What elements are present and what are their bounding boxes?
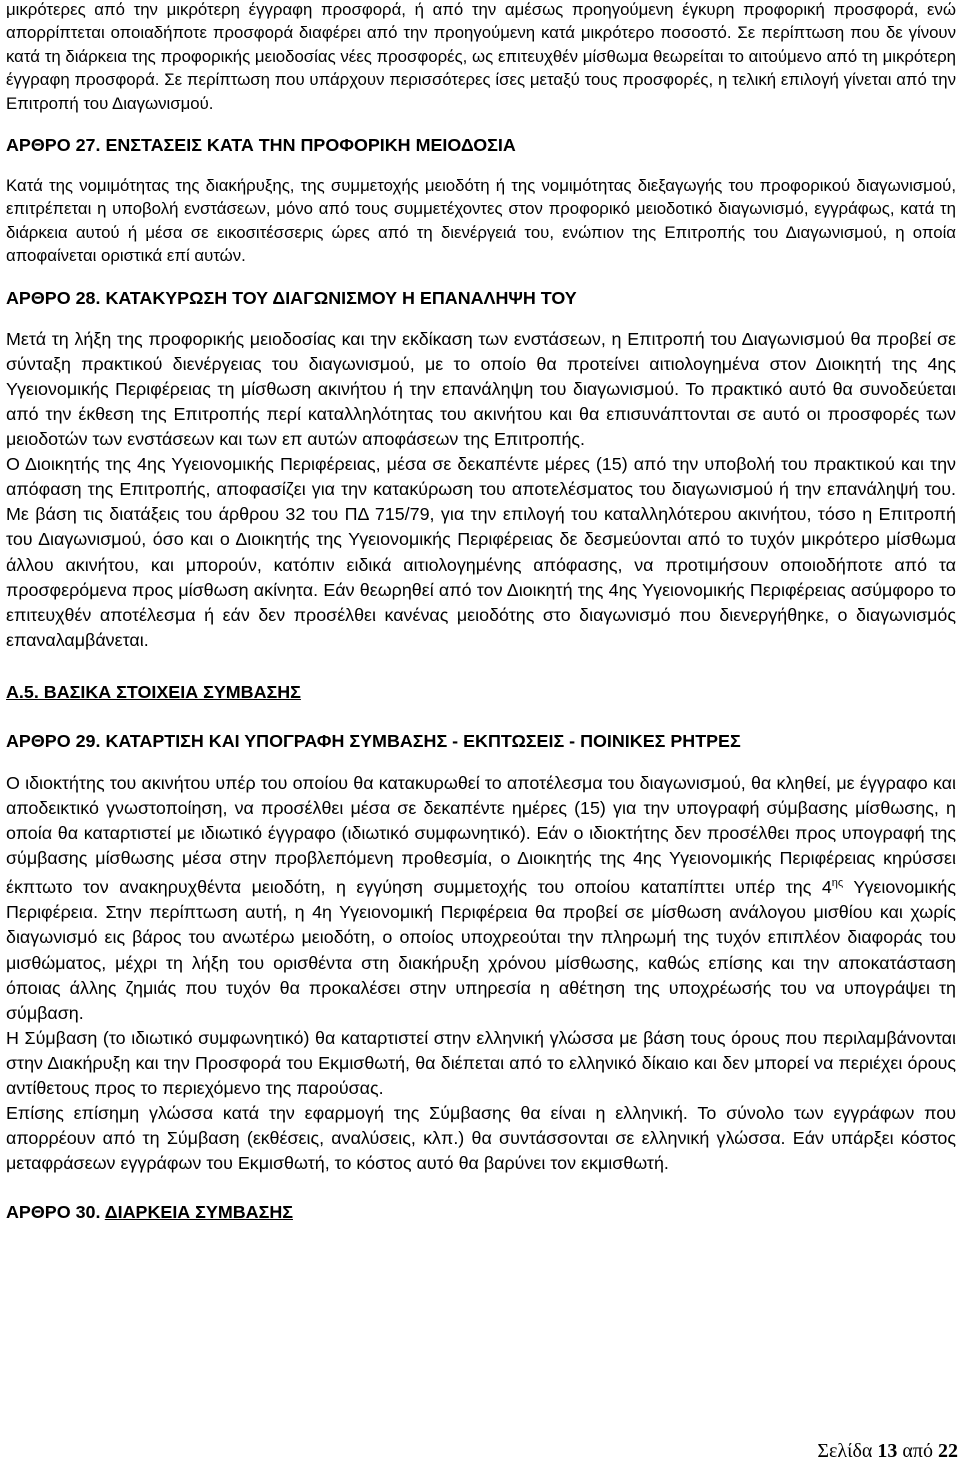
article-27-title: ΕΝΣΤΑΣΕΙΣ ΚΑΤΑ ΤΗΝ ΠΡΟΦΟΡΙΚΗ ΜΕΙΟΔΟΣΙΑ bbox=[105, 135, 516, 156]
article-28-heading bbox=[6, 286, 956, 311]
article-29-heading bbox=[6, 729, 956, 754]
footer-total-pages: 22 bbox=[938, 1440, 958, 1462]
footer-prefix: Σελίδα bbox=[817, 1440, 873, 1462]
section-a5-heading: Α.5. ΒΑΣΙΚΑ ΣΤΟΙΧΕΙΑ ΣΥΜΒΑΣΗΣ bbox=[6, 681, 301, 702]
article-28-title: ΚΑΤΑΚΥΡΩΣΗ ΤΟΥ ΔΙΑΓΩΝΙΣΜΟΥ Η ΕΠΑΝΑΛΗΨΗ ΤΟΥ bbox=[105, 287, 577, 308]
document-body bbox=[6, 0, 956, 1225]
article-29-title: ΚΑΤΑΡΤΙΣΗ ΚΑΙ ΥΠΟΓΡΑΦΗ ΣΥΜΒΑΣΗΣ - ΕΚΠΤΩΣΕΙΣ - ΠΟΙΝΙΚΕΣ ΡΗΤΡΕΣ bbox=[105, 730, 741, 751]
article-28-number: ΑΡΘΡΟ 28. bbox=[6, 287, 101, 308]
article-30-number: ΑΡΘΡΟ 30. bbox=[6, 1202, 101, 1223]
page-footer bbox=[817, 1440, 958, 1463]
article-30-title: ΔΙΑΡΚΕΙΑ ΣΥΜΒΑΣΗΣ bbox=[104, 1202, 293, 1223]
article-29-paragraph-3: Επίσης επίσημη γλώσσα κατά την εφαρμογή της Σύμβασης θα είναι η ελληνική. Το σύνολο των εγγράφων που απορρέουν από τη Σύμβαση (εκθέσεις, αναλύσεις, κλπ.) θα συντάσσονται σε ελληνική γλώσσα. Εάν υπάρξει κόστος μεταφράσεων εγγράφων του Εκμισθωτή, το κόστος αυτό θα βαρύνει τον εκμισθωτή. bbox=[6, 1103, 956, 1174]
article-30-heading bbox=[6, 1200, 956, 1225]
footer-page-number: 13 bbox=[877, 1440, 898, 1462]
article-28-paragraph-1: Μετά τη λήξη της προφορικής μειοδοσίας και την εκδίκαση των ενστάσεων, η Επιτροπή του Διαγωνισμού θα προβεί σε σύνταξη πρακτικού διενέργειας του διαγωνισμού, με το οποίο θα προτείνει αιτιολογημένα στον Διοικητή της 4ης Υγειονομικής Περιφέρειας τη μίσθωση ακινήτου ή την επανάληψη του διαγωνισμού. Το πρακτικό αυτό θα συνοδεύεται από την έκθεση της Επιτροπής περί καταλληλότητας του ακινήτου και θα επισυνάπτονται σε αυτό οι προσφορές των μειοδοτών των ενστάσεων και των επ αυτών αποφάσεων της Επιτροπής. bbox=[6, 328, 956, 450]
article-29-paragraph-1 bbox=[6, 771, 956, 1026]
article-27-paragraph: Κατά της νομιμότητας της διακήρυξης, της συμμετοχής μειοδότη ή της νομιμότητας διεξαγωγής του προφορικού διαγωνισμού, επιτρέπεται η υποβολή ενστάσεων, μόνο από τους συμμετέχοντες στον προφορικό μειοδοτικό διαγωνισμό, εγγράφως, κατά τη διάρκεια αυτού ή μέσα σε εικοσιτέσσερις ώρες από τη διενέργειά του, ενώπιον της Επιτροπής του Διαγωνισμού, η οποία αποφαίνεται οριστικά επί αυτών. bbox=[6, 176, 956, 266]
footer-middle: από bbox=[902, 1440, 933, 1462]
article-28-paragraph-2: Ο Διοικητής της 4ης Υγειονομικής Περιφέρειας, μέσα σε δεκαπέντε μέρες (15) από την υποβολή του πρακτικού και την απόφαση της Επιτροπής, αποφασίζει για την κατακύρωση του αποτελέσματος του διαγωνισμού ή την επανάληψή του. Με βάση τις διατάξεις του άρθρου 32 του ΠΔ 715/79, για την επιλογή του καταλληλότερου ακινήτου, τόσο η Επιτροπή του Διαγωνισμού, όσο και ο Διοικητής της Υγειονομικής Περιφέρειας δε δεσμεύονται από το τυχόν μικρότερο μίσθωμα άλλου ακινήτου, και μπορούν, κατόπιν ειδικά αιτιολογημένης απόφασης, να προτιμήσουν οποιοδήποτε από τα προσφερόμενα προς μίσθωση ακίνητα. Εάν θεωρηθεί από τον Διοικητή της 4ης Υγειονομικής Περιφέρειας ασύμφορο το επιτευχθέν αποτέλεσμα ή εάν δεν προσέλθει κανένας μειοδότης στο διαγωνισμό που διενεργήθηκε, ο διαγωνισμός επαναλαμβάνεται. bbox=[6, 454, 956, 650]
ordinal-superscript: ης bbox=[831, 877, 844, 890]
article-29-number: ΑΡΘΡΟ 29. bbox=[6, 730, 101, 751]
article-29-paragraph-2: Η Σύμβαση (το ιδιωτικό συμφωνητικό) θα καταρτιστεί στην ελληνική γλώσσα με βάση τους όρους που περιλαμβάνονται στην Διακήρυξη και την Προσφορά του Εκμισθωτή, θα διέπεται από το ελληνικό δίκαιο και δεν μπορεί να περιέχει όρους αντίθετους προς το περιεχόμενο της παρούσας. bbox=[6, 1027, 956, 1098]
article-27-heading bbox=[6, 133, 956, 158]
article-27-number: ΑΡΘΡΟ 27. bbox=[6, 135, 101, 156]
article-29-paragraph-1-part-1: Ο ιδιοκτήτης του ακινήτου υπέρ του οποίου θα κατακυρωθεί το αποτέλεσμα του διαγωνισμού, θα κληθεί, με έγγραφο και αποδεικτικό γνωστοποίηση, να προσέλθει μέσα σε δεκαπέντε ημέρες (15) για την υπογραφή σύμβασης μίσθωσης, η οποία θα καταρτιστεί με ιδιωτικό έγγραφο (ιδιωτικό συμφωνητικό). Εάν ο ιδιοκτήτης δεν προσέλθει προς υπογραφή της σύμβασης μίσθωσης μέσα στην προβλεπόμενη προθεσμία, ο Διοικητής της 4ης Υγειονομικής Περιφέρειας κηρύσσει έκπτωτο τον ανακηρυχθέντα μειοδότη, η εγγύηση συμμετοχής του οποίου καταπίπτει υπέρ της 4 bbox=[6, 772, 956, 898]
intro-paragraph: μικρότερες από την μικρότερη έγγραφη προσφορά, ή από την αμέσως προηγούμενη έγκυρη προφορική προσφορά, ενώ απορρίπτεται οποιαδήποτε προσφορά διαφέρει από την προηγούμενη κατά μικρότερο ποσοστό. Σε περίπτωση που δε γίνουν κατά τη διάρκεια της προφορικής μειοδοσίας νέες προσφορές, ως επιτευχθέν μίσθωμα θεωρείται το αιτούμενο από τη μικρότερη έγγραφη προσφορά. Σε περίπτωση που υπάρχουν περισσότερες ίσες μεταξύ τους προσφορές, η τελική επιλογή γίνεται από την Επιτροπή του Διαγωνισμού. bbox=[6, 0, 956, 113]
article-29-paragraph-1-part-2: Υγειονομικής Περιφέρεια. Στην περίπτωση αυτή, η 4η Υγειονομική Περιφέρεια θα προβεί σε μίσθωση ανάλογου μισθίου και χωρίς διαγωνισμό εις βάρος του ανωτέρω μειοδότη, ο οποίος υποχρεούται την πληρωμή της τυχόν επιπλέον διαφοράς του μισθώματος, μέχρι τη λήξη του ορισθέντα στη διακήρυξη χρόνου μίσθωσης, καθώς επίσης και την αποκατάσταση όποιας άλλης ζημιάς που τυχόν θα προκαλέσει στην υπηρεσία η αθέτηση της υποχρέωσής του να υπογράψει τη σύμβαση. bbox=[6, 877, 956, 1023]
